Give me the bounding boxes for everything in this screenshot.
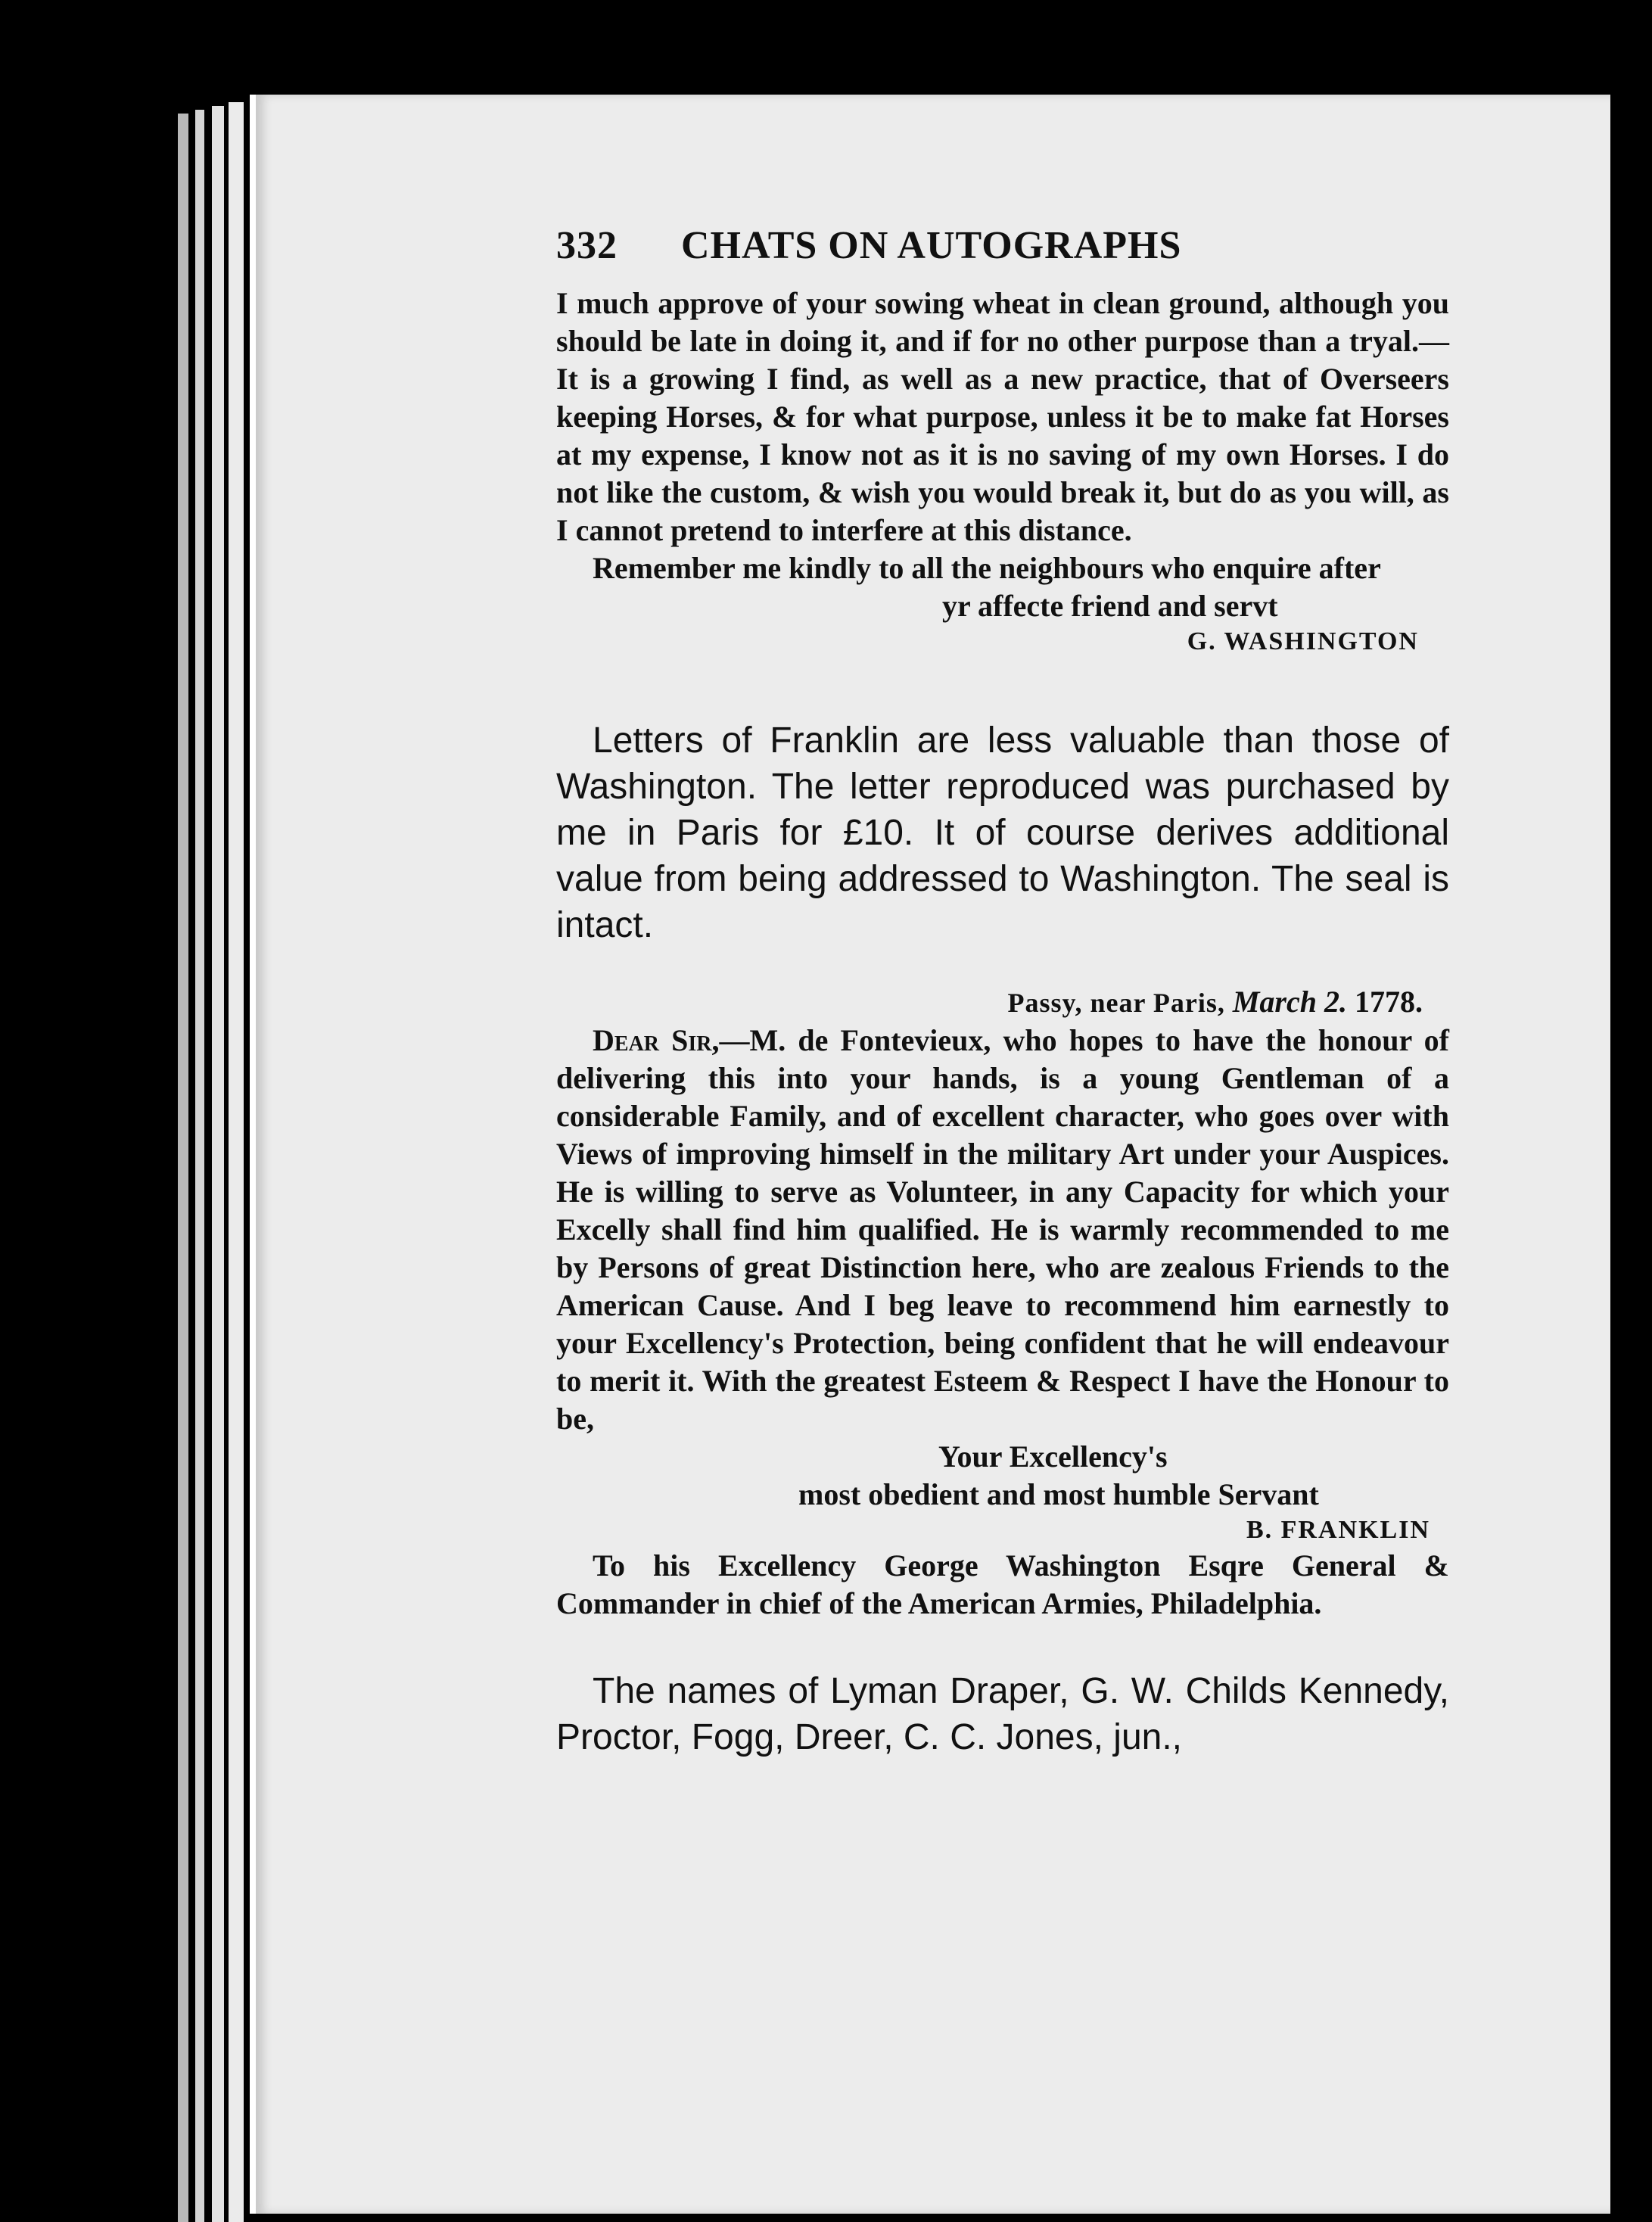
page-header [556, 223, 1449, 268]
washington-closing [556, 587, 1449, 625]
page-edge [229, 102, 244, 2222]
franklin-closing-line-2 [556, 1476, 1449, 1514]
dateline-date: March 2. [1232, 985, 1347, 1019]
page-edge [195, 110, 204, 2222]
page-content [556, 223, 1449, 1760]
dateline-year: 1778. [1355, 985, 1423, 1019]
washington-letter-paragraph: I much approve of your sowing wheat in clean ground, although you should be late in doing it, and if for no other purpose than a tryal.—It is a growing I find, as well as a new practice, that of Overseers keeping Horses, & for what purpose, unless it be to make fat Horses at my expense, I know not as it is no saving of my own Horses. I do not like the custom, & wish you would break it, but do as you will, as I cannot pretend to interfere at this distance. [556, 286, 1449, 547]
page-edge [212, 106, 224, 2222]
franklin-closing-line-1 [556, 1438, 1449, 1476]
franklin-letter-body [556, 1022, 1449, 1438]
washington-signature: G. WASHINGTON [1187, 627, 1419, 655]
washington-letter-paragraph: Remember me kindly to all the neighbours who enquire after [593, 551, 1381, 585]
page-edge [178, 114, 188, 2222]
franklin-closing-text-2: most obedient and most humble Servant [798, 1477, 1319, 1511]
continuation-paragraph: The names of Lyman Draper, G. W. Childs Kennedy, Proctor, Fogg, Dreer, C. C. Jones, jun., [556, 1671, 1449, 1757]
salutation: Dear Sir, [593, 1023, 720, 1057]
scan-margin [1610, 83, 1652, 2222]
franklin-dateline [556, 983, 1449, 1022]
page-number: 332 [556, 224, 618, 267]
franklin-signature: B. FRANKLIN [1246, 1516, 1430, 1544]
franklin-closing-text-1: Your Excellency's [938, 1439, 1168, 1474]
dateline-place: Passy, near Paris, [1007, 988, 1225, 1018]
washington-closing-text: yr affecte friend and servt [942, 589, 1278, 623]
franklin-address: To his Excellency George Washington Esqre General & Commander in chief of the American Armies, Philadelphia. [556, 1548, 1449, 1620]
running-head: CHATS ON AUTOGRAPHS [681, 224, 1182, 267]
franklin-body-text: —M. de Fontevieux, who hopes to have the honour of delivering this into your hands, is a young Gentleman of a considerable Family, and of excellent character, who goes over with Views of improving himself in the military Art under your Auspices. He is willing to serve as Volunteer, in any Capacity for which your Excelly shall find him qualified. He is warmly recommended to me by Persons of great Distinction here, who are zealous Friends to the American Cause. And I beg leave to recommend him earnestly to your Excellency's Protection, being confident that he will endeavour to merit it. With the greatest Esteem & Respect I have the Honour to be, [556, 1023, 1449, 1436]
commentary-paragraph: Letters of Franklin are less valuable than those of Washington. The letter reproduced was purchased by me in Paris for £10. It of course derives additional value from being addressed to Washington. The seal is intact. [556, 720, 1449, 945]
